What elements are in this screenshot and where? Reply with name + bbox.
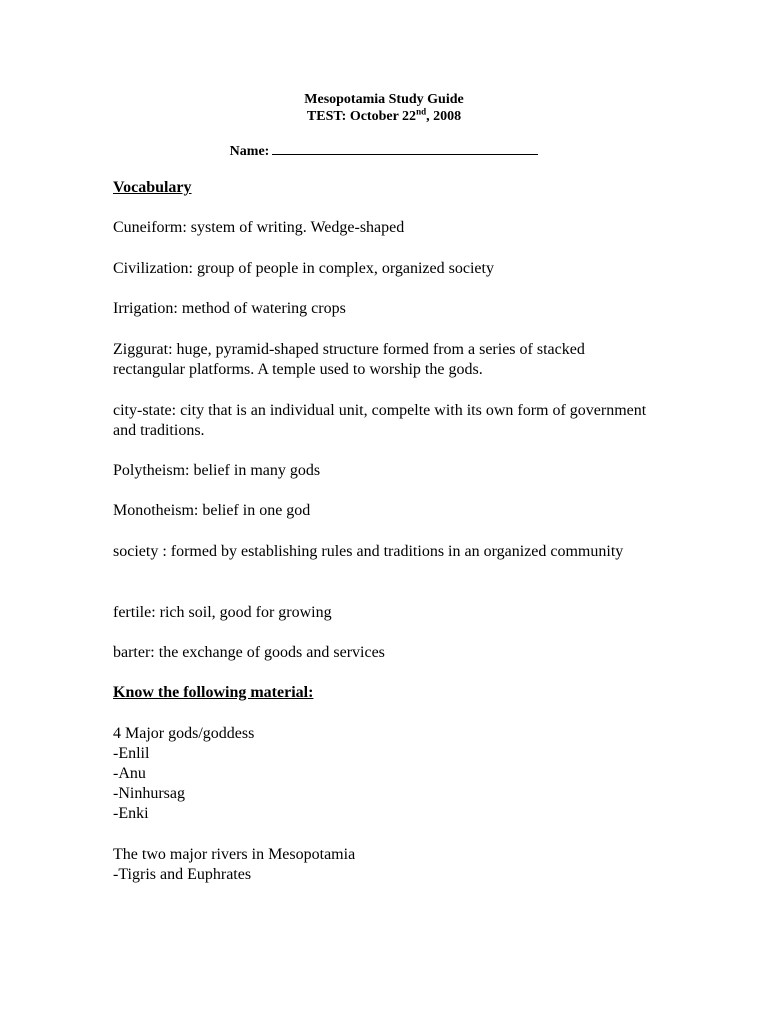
name-label: Name:: [229, 144, 270, 159]
gods-title: 4 Major gods/goddess: [113, 725, 255, 742]
vocab-term-cuneiform: Cuneiform: system of writing. Wedge-shaped: [113, 219, 405, 236]
document-title: Mesopotamia Study Guide: [304, 92, 464, 107]
name-blank-line: [272, 141, 538, 155]
vocab-term-civilization: Civilization: group of people in complex, organized society: [113, 260, 494, 277]
test-date: [0, 107, 768, 127]
vocabulary-heading: Vocabulary: [113, 179, 192, 196]
test-date-suffix: nd: [416, 106, 427, 117]
god-list-item: -Enki: [113, 805, 149, 822]
vocab-term-city-state: city-state: city that is an individual unit, compelte with its own form of government and traditions.: [113, 402, 647, 439]
vocab-term-society: society : formed by establishing rules and traditions in an organized community: [113, 543, 624, 560]
vocab-term-polytheism: Polytheism: belief in many gods: [113, 462, 321, 479]
god-list-item: -Ninhursag: [113, 785, 185, 802]
vocab-term-irrigation: Irrigation: method of watering crops: [113, 300, 346, 317]
vocab-term-fertile: fertile: rich soil, good for growing: [113, 604, 332, 621]
vocab-term-monotheism: Monotheism: belief in one god: [113, 502, 311, 519]
material-heading: Know the following material:: [113, 684, 314, 701]
rivers-item: -Tigris and Euphrates: [113, 866, 252, 883]
god-list-item: -Enlil: [113, 745, 150, 762]
test-date-text: TEST: October 22: [306, 109, 417, 124]
name-field: [0, 141, 768, 162]
god-list-item: -Anu: [113, 765, 146, 782]
vocab-term-barter: barter: the exchange of goods and services: [113, 644, 385, 661]
test-date-year: , 2008: [426, 109, 462, 124]
vocab-term-ziggurat: Ziggurat: huge, pyramid-shaped structure formed from a series of stacked rectangular platforms. A temple used to worship the gods.: [113, 341, 585, 378]
rivers-title: The two major rivers in Mesopotamia: [113, 846, 356, 863]
